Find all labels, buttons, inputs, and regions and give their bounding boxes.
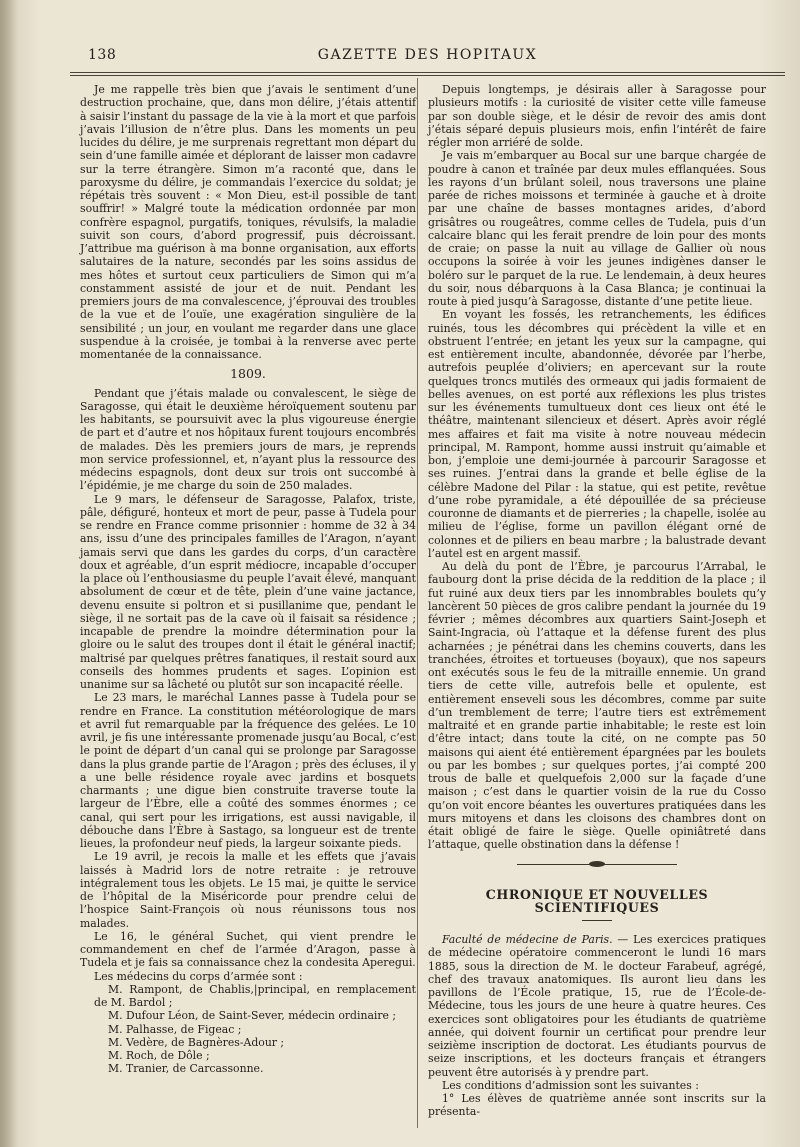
paragraph: Je vais m’embarquer au Bocal sur une barque chargée de poudre à canon et traînée par deux mules efflanquées. Sous les rayons d’un brûlant soleil, nous traversons une plaine parée de riches moissons et terminée à gauche et à droite par une chaîne de basses montagnes arides, d’abord grisâtres ou rougeâtres, comme celles de Tudela, puis d’un calcaire blanc qui les ferait prendre de loin pour des monts de craie; on passe la nuit au village de Gallier où nous occupons la soirée à voir les jeunes indigènes danser le boléro sur le parquet de la rue. Le lendemain, à deux heures du soir, nous débarquons à la Casa Blanca; je continuai la route à pied jusqu’à Saragosse, distante d’une petite lieue. bbox=[428, 149, 766, 308]
doctor-list-item: M. Roch, de Dôle ; bbox=[108, 1049, 210, 1062]
paragraph: Le 19 avril, je recois la malle et les effets que j’avais laissés à Madrid lors de notre retraite : je retrouve intégralement tous les objets. Le 15 mai, je quitte le service de l’hôpital de la Miséricorde pour prendre celui de l’hospice Saint-François où nous réunissons tous nos malades. bbox=[80, 850, 416, 930]
year-heading: 1809. bbox=[230, 366, 266, 382]
section-title: CHRONIQUE ET NOUVELLES SCIENTIFIQUES bbox=[485, 886, 709, 915]
paragraph: Le 9 mars, le défenseur de Saragosse, Palafox, triste, pâle, défiguré, honteux et mort de peur, passe à Tudela pour se rendre en France comme prisonnier : homme de 32 à 34 ans, issu d’une des principales familles de l’Aragon, n’ayant jamais servi que dans les gardes du corps, d’un caractère doux et agréable, d’un esprit médiocre, incapable d’occuper la place où l’enthousiasme du peuple l’avait élevé, manquant absolument de cœur et de tête, plein d’une vaine jactance, devenu ensuite si poltron et si pusillanime que, pendant le siège, il ne sortait pas de la cave où il faisait sa résidence ; incapable de prendre la moindre détermination pour la gloire ou le salut des troupes dont il était le général inactif; maltrisé par quelques prêtres fanatiques, il restait sourd aux conseils des hommes prudents et sages. L’opinion est unanime sur sa lâcheté ou plutôt sur son incapacité réelle. bbox=[80, 492, 416, 691]
paragraph: Le 23 mars, le maréchal Lannes passe à Tudela pour se rendre en France. La constitution météorologique de mars et avril fut remarquable par la fréquence des gelées. Le 10 avril, je fis une intéressante promenade jusqu’au Bocal, c’est le point de départ d’un canal qui se prolonge par Saragosse dans la plus grande partie de l’Aragon ; près des écluses, il y a une belle résidence royale avec jardins et bosquets charmants ; une digue bien construite traverse toute la largeur de l’Èbre, elle a coûté des sommes énormes ; ce canal, qui sert pour les irrigations, est aussi navigable, il débouche dans l’Èbre à Sastago, sa longueur est de trente lieues, la profondeur neuf pieds, la largeur soixante pieds. bbox=[80, 691, 416, 850]
paragraph: Le 16, le général Suchet, qui vient prendre le commandement en chef de l’armée d’Aragon, passe à Tudela et je fais sa connaissance chez la condesita Aperegui. bbox=[80, 929, 416, 970]
page-number: 138 bbox=[88, 47, 117, 63]
right-column bbox=[428, 83, 766, 1119]
doctor-list-item: M. Tranier, de Carcassonne. bbox=[108, 1062, 264, 1076]
paragraph: Les conditions d’admission sont les suivantes : bbox=[442, 1078, 699, 1092]
journal-title: GAZETTE DES HOPITAUX bbox=[317, 47, 538, 63]
doctor-list-item: M. Vedère, de Bagnères-Adour ; bbox=[108, 1035, 285, 1049]
section-separator-ornament bbox=[517, 860, 677, 868]
paragraph: 1° Les élèves de quatrième année sont inscrits sur la présenta- bbox=[428, 1092, 766, 1119]
paragraph: Pendant que j’étais malade ou convalescent, le siège de Saragosse, qui était le deuxième héroïquement soutenu par les habitants, se poursuivit avec la plus vigoureuse énergie de part et d’autre et nos hôpitaux furent toujours encombrés de malades. Dès les premiers jours de mars, je reprends mon service professionnel, et, n’ayant plus la ressource des médecins espagnols, dont deux sur trois ont succombé à l’épidémie, je me charge du soin de 250 malades. bbox=[80, 386, 416, 493]
paragraph-body: — Les exercices pratiques de médecine opératoire commenceront le lundi 16 mars 1885, sous la direction de M. le docteur Farabeuf, agrégé, chef des travaux anatomiques. Ils auront lieu dans les pavillons de l’École pratique, 15, rue de l’École-de-Médecine, tous les jours de une heure à quatre heures. Ces exercices sont obligatoires pour les étudiants de quatrième année, qui doivent fournir un certificat pour prendre leur seizième inscription de doctorat. Les étudiants pourvus de seize inscriptions, et les docteurs français et étrangers peuvent être autorisés à y prendre part. bbox=[428, 933, 766, 1079]
short-rule bbox=[582, 920, 612, 921]
header-rule-double bbox=[70, 75, 785, 76]
column-divider bbox=[417, 78, 418, 1128]
doctor-list-item: M. Dufour Léon, de Saint-Sever, médecin ordinaire ; bbox=[108, 1009, 397, 1023]
header-rule bbox=[70, 72, 785, 73]
doctor-list-item: M. Palhasse, de Figeac ; bbox=[108, 1022, 242, 1036]
paragraph: Depuis longtemps, je désirais aller à Saragosse pour plusieurs motifs : la curiosité de visiter cette ville fameuse par son double siège, et le désir de revoir des amis dont j’étais séparé depuis plusieurs mois, enfin l’intérêt de faire régler mon arriéré de solde. bbox=[428, 83, 766, 149]
left-column bbox=[80, 83, 416, 1076]
paragraph: En voyant les fossés, les retranchements, les édifices ruinés, tous les décombres qui précèdent la ville et en obstruent l’entrée; en jetant les yeux sur la campagne, qui est entièrement inculte, abandonnée, dévorée par l’herbe, autrefois peuplée d’oliviers; en apercevant sur la route quelques troncs mutilés des ormeaux qui jadis formaient de belles avenues, on est porté aux réflexions les plus tristes sur les événements tumultueux dont ces lieux ont été le théâtre, maintenant silencieux et désert. Après avoir réglé mes affaires et fait ma visite à notre nouveau médecin principal, M. Rampont, homme aussi instruit qu’aimable et bon, j’emploie une demi-journée à parcourir Saragosse et ses ruines. J’entrai dans la grande et belle église de la célèbre Madone del Pilar : la statue, qui est petite, revêtue d’une robe pyramidale, a été dépouillée de sa précieuse couronne de diamants et de pierreries ; la chapelle, isolée au milieu de l’église, forme un pavillon élégant orné de colonnes et de piliers en beau marbre ; la balustrade devant l’autel est en argent massif. bbox=[428, 308, 766, 560]
paragraph-lead: Faculté de médecine de Paris. bbox=[442, 933, 613, 946]
paragraph: Les médecins du corps d’armée sont : bbox=[94, 969, 303, 983]
binding-shadow bbox=[0, 0, 18, 1147]
doctor-list-item: M. Rampont, de Chablis,|principal, en remplacement de M. Bardol ; bbox=[94, 982, 416, 1009]
paragraph bbox=[428, 933, 766, 1079]
paragraph: Au delà du pont de l’Èbre, je parcourus l’Arrabal, le faubourg dont la prise décida de la reddition de la place ; il fut ruiné aux deux tiers par les innombrables boulets qu’y lancèrent 50 pièces de gros calibre pendant la journée du 19 février ; mêmes décombres aux quartiers Saint-Joseph et Saint-Ingracia, où l’attaque et la défense furent des plus acharnées ; je pénétrai dans les chemins couverts, dans les tranchées, étroites et tortueuses (boyaux), que nos sapeurs ont exécutés sous le feu de la mitraille ennemie. Un grand tiers de cette ville, autrefois belle et opulente, est entièrement enseveli sous les décombres, comme par suite d’un tremblement de terre; l’autre tiers est extrêmement maltraité et en grande partie inhabitable; le reste est loin d’être intact; dans toute la cité, on ne compte pas 50 maisons qui aient été entièrement épargnées par les boulets ou par les bombes ; sur quelques portes, j’ai compté 200 trous de balle et quelquefois 2,000 sur la façade d’une maison ; c’est dans le quartier voisin de la rue du Cosso qu’on voit encore béantes les ouvertures pratiquées dans les murs mitoyens et dans les cloisons des chambres dont on était obligé de faire le siège. Quelle opiniâtreté dans l’attaque, quelle obstination dans la défense ! bbox=[428, 560, 766, 852]
page-header bbox=[70, 44, 785, 70]
paragraph: Je me rappelle très bien que j’avais le sentiment d’une destruction prochaine, que, dans mon délire, j’étais attentif à saisir l’instant du passage de la vie à la mort et que parfois j’avais l’illusion de n’être plus. Dans les moments un peu lucides du délire, je me surprenais regrettant mon départ du sein d’une famille aimée et déplorant de laisser mon cadavre sur la terre étrangère. Simon m’a raconté que, dans le paroxysme du délire, je commandais l’exercice du soldat; je répétais très souvent : « Mon Dieu, est-il possible de tant souffrir! » Malgré toute la médication ordonnée par mon confrère espagnol, purgatifs, toniques, révulsifs, la maladie suivit son cours, d’abord progressif, puis décroissant. J’attribue ma guérison à ma bonne organisation, aux efforts salutaires de la nature, secondés par les soins assidus de mes hôtes et surtout ceux particuliers de Simon qui m’a constamment assisté de jour et de nuit. Pendant les premiers jours de ma convalescence, j’éprouvai des troubles de la vue et de l’ouïe, une exagération singulière de la sensibilité ; un jour, en voulant me regarder dans une glace suspendue à la croisée, je tombai à la renverse avec perte momentanée de la connaissance. bbox=[80, 83, 416, 361]
